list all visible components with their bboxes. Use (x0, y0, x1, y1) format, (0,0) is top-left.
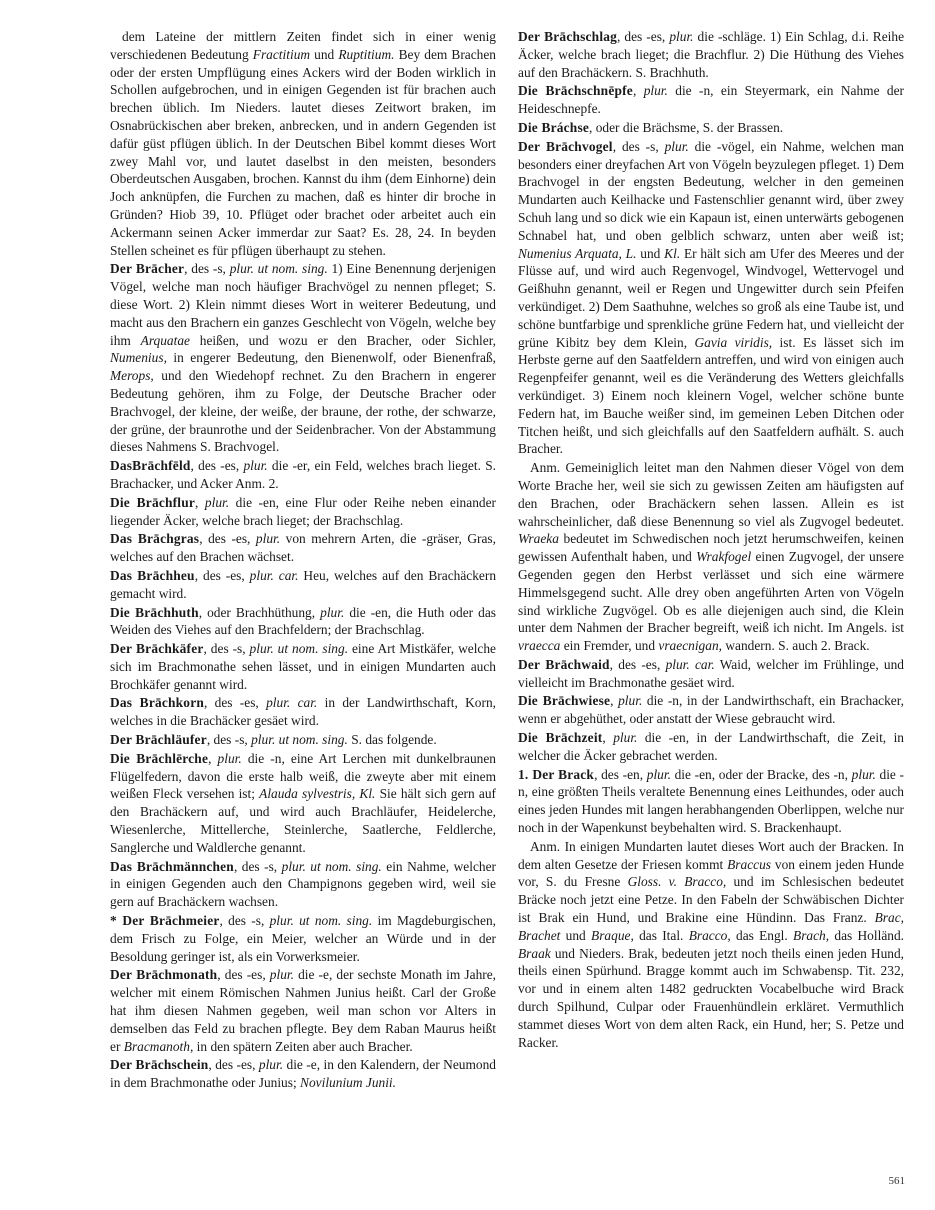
entry-text: von einem jeden Hunde vor, S. du Fresne (518, 856, 904, 890)
left-dictionary-entry (110, 604, 496, 640)
italic-term: plur. (646, 766, 671, 782)
entry-text: heißen, und wozu er den Bracher, oder Sichler, (189, 332, 496, 348)
entry-text: , des -es, (190, 458, 244, 474)
italic-term: Wraeka (518, 531, 559, 547)
italic-term: plur. ut nom. sing. (251, 732, 348, 748)
entry-headword: Die Brāchhuth (110, 604, 199, 620)
entry-text: die -en, oder der Bracke, des -n, (670, 766, 852, 782)
italic-term: plur. ut nom. sing. (229, 261, 328, 277)
entry-text: einen Zugvogel, der unsere Gegenden gegen den Herbst verlässet und sich eine wärmere Himmelsgegend sucht. Alle drey oben angeführten Arten von Vögeln sind wirkliche Zugvögel. Ob es alle diejenigen auch sind, die Klein unter dem Nahmen der Bracher begreift, weiß ich nicht. Im Angels. ist (518, 549, 904, 636)
entry-text: ist. Es lässet sich im Herbste gerne auf den Saatfeldern antreffen, und wird von einigen auch Regenpfeifer genannt, weil es die Veränderung des Wetters gleichfalls verkündiget. 3) Einem noch kleinern Vogel, welcher schöne bunte Federn hat, im Bauche weißer sind, im gemeinen Leben Ditchen oder Titchen heißt, und sich gleichfalls auf den Saatfeldern aufhält. S. auch Bracher. (518, 334, 904, 457)
entry-text: , des -s, (206, 732, 252, 748)
entry-headword: Der Brācher (110, 261, 185, 277)
entry-text: im Magdeburgischen, dem Frisch zu Folge, ein Meier, welcher an Würde und in der Besoldung geringer ist, als ein Vorwerksmeier. (110, 913, 496, 964)
italic-term: Gavia viridis, (694, 334, 773, 350)
entry-text: Bey dem Brachen oder der ersten Umpflügung eines Ackers wird der Boden wirklich in Schollen aufgebrochen, und in einigen Gegenden ist für brachen auch brechen üblich. Im Nieders. lautet dieses Zeitwort braken, im Osnabrückischen aber breken, anbrecken, und in andern Gegenden ist dafür güst pflügen üblich. In der Deutschen Bibel kommt dieses Wort zwey Mahl vor, und lautet daselbst in den meisten, besonders Oberdeutschen Ausgaben, brochen. Kannst du ihm (dem Einhorne) dein Joch anknüpfen, die Furchen zu machen, daß es hinter dir broche in Gründen? Hiob 39, 10. Pflüget oder brachet oder arbeitet auch ein Ackermann seinen Acker immerdar zur Saat? Es. 28, 24. In beyden Stellen scheinet es für pflügen überhaupt zu stehen. (110, 46, 497, 258)
entry-text: das Holländ. (829, 927, 904, 943)
entry-text: Anm. Gemeiniglich leitet man den Nahmen dieser Vögel von dem Worte Brache her, weil sie sich zu gewissen Zeiten am häufigsten auf den Brachen, oder Brachäckern sehen lassen. Allein es ist wahrscheinlicher, daß diese Benennung so viel als Zugvogel bedeutet. (518, 460, 904, 529)
entry-text: und (636, 245, 665, 261)
italic-term: Braak (518, 945, 551, 961)
entry-headword: Das Brāchmännchen (110, 858, 234, 874)
left-dictionary-entry (110, 260, 496, 456)
entry-headword: Das Brāchgras (110, 531, 200, 547)
entry-text: von mehrern Arten, die -gräser, Gras, welches auf den Brachen wächset. (110, 531, 496, 565)
entry-text: und den Wiedehopf rechnet. Zu den Brachern in engerer Bedeutung gehören, ihm zu Folge, der Deutsche Bracher oder Brachvogel, der kleine, der weiße, der braune, der rothe, der schwarze, der grüne, der braunrothe und der Seidenbracher. Von der Abstammung dieses Nahmens S. Brachvogel. (110, 368, 496, 455)
italic-term: Brac, Brachet (518, 910, 904, 943)
entry-text: die -n, eine Art Lerchen mit dunkelbraunen Flügelfedern, davon die erste halb weiß, die zweyte aber mit einem weißen Fleck versehen ist; (110, 750, 496, 802)
italic-term: plur. (613, 730, 638, 746)
entry-text: , des -s, (219, 913, 270, 929)
italic-term: Fractitium (252, 46, 311, 62)
italic-term: plur. (243, 458, 268, 474)
entry-text: Sie hält sich gern auf den Brachäckern auf, und wird auch Brachläufer, Heidelerche, Wiesenlerche, Mittellerche, Steinlerche, Saatlerche, Feldlerche, Sanglerche und Waldlerche genannt. (110, 786, 496, 855)
entry-text: die -en, eine Flur oder Reihe neben einander liegender Äcker, welche brach lieget; der Brachschlag. (110, 494, 496, 528)
entry-text: dem Lateine der mittlern Zeiten findet sich in einer wenig verschiedenen Bedeutung (110, 29, 496, 62)
entry-text: , des -es, (617, 29, 670, 44)
entry-text: , des -s, (184, 261, 230, 277)
entry-text: , des -en, (594, 766, 647, 782)
entry-text: die -er, ein Feld, welches brach lieget. S. Brachacker, und Acker Anm. 2. (110, 458, 497, 491)
entry-text: in der Landwirthschaft, Korn, welches in die Brachäcker gesäet wird. (110, 695, 497, 729)
entry-text: eine Art Mistkäfer, welche sich im Brachmonathe sehen lässet, und in einigen Mundarten auch Brochkäfer genannt wird. (110, 641, 496, 692)
italic-term: plur. ut nom. sing. (269, 913, 373, 929)
entry-text: , des -s, (612, 138, 665, 154)
left-dictionary-entry (110, 966, 496, 1055)
entry-text: die -en, in der Landwirthschaft, die Zeit, in welcher die Äcker gebrachet werden. (518, 730, 905, 763)
left-dictionary-entry (110, 457, 496, 493)
italic-term: Braccus (727, 856, 772, 872)
italic-term: plur. car. (266, 695, 318, 711)
italic-term: Bracmanoth, (123, 1038, 194, 1054)
entry-headword: 1. Der Brack (518, 766, 595, 782)
italic-term: Bracco, (688, 927, 731, 943)
italic-term: Kl. (664, 245, 681, 261)
entry-text: und im Schlesischen bedeutet Bräcke noch jetzt eine Petze. In den Fabeln der Schwäbischen Dichter ist Brak ein Hund, und Brakine eine Hündinn. Das Franz. (518, 874, 905, 926)
entry-text: die -n, eine größten Theils veraltete Benennung eines Leithundes, oder auch eines jeden Hundes mit langen herabhangenden Oberlippen, welche nur noch in der Wapenkunst beybehalten wird. S. Brackenhaupt. (518, 766, 905, 836)
entry-text: , (610, 693, 619, 709)
left-paragraph (110, 28, 496, 259)
entry-text: , des -es, (609, 656, 666, 672)
italic-term: Arquatae (140, 332, 190, 348)
entry-text: und Nieders. Brak, bedeuten jetzt noch theils einen jeden Hund, theils einen Spürhund. Bragge kommt auch im Schwabensp. Tit. 232, vor und in einem alten 1482 gedruckten Vocabelbuche wird Brack durch Spilhund, Culpar oder Frauenhündlein erkläret. Vermuthlich stammet dieses Wort von dem alten Rack, ein Hund, her; S. Petze und Racker. (518, 945, 904, 1050)
italic-term: plur. (664, 138, 689, 154)
right-dictionary-entry (518, 28, 904, 81)
entry-headword: Der Brāchwaid (518, 656, 610, 672)
italic-term: plur. (669, 29, 694, 44)
entry-headword: Das Brāchheu (110, 567, 195, 583)
entry-text: , (602, 730, 614, 746)
left-column (110, 28, 496, 1093)
right-paragraph (518, 838, 904, 1052)
italic-term: plur. ut nom. sing. (281, 858, 382, 874)
entry-text: , des -es, (208, 1057, 259, 1073)
left-dictionary-entry (110, 494, 496, 530)
italic-term: plur. (255, 531, 281, 547)
right-dictionary-entry (518, 656, 904, 692)
entry-headword: Der Brāchmonath (110, 967, 218, 983)
entry-text: das Ital. (633, 927, 689, 943)
right-dictionary-entry (518, 138, 904, 458)
entry-headword: Die Bráchse (518, 119, 589, 135)
entry-text: , (195, 494, 205, 510)
entry-text: , oder Brachhüthung, (198, 604, 321, 620)
entry-text: und (310, 46, 339, 62)
entry-text: die -en, die Huth oder das Weiden des Viehes auf den Brachfeldern; der Brachschlag. (110, 604, 496, 638)
entry-headword: Der Brāchkäfer (110, 641, 204, 657)
italic-term: plur. (320, 604, 345, 620)
italic-term: plur. (851, 766, 876, 782)
entry-text: ein Nahme, welcher in einigen Gegenden auch den Champignons gegeben wird, weil sie gern auf Brachäckern wachsen. (110, 858, 496, 910)
entry-text: in den spätern Zeiten aber auch Bracher. (193, 1038, 413, 1054)
entry-text: 1) Eine Benennung derjenigen Vögel, welche man noch häufiger Brachvögel zu nennen pfleget; S. diese Wort. 2) Klein nimmt dieses Wort in weiterer Bedeutung, und macht aus den Brachern ein ganzes Geschlecht von Vögeln, welche bey ihm (110, 261, 496, 348)
left-dictionary-entry (110, 750, 496, 857)
italic-term: Brach, (793, 927, 830, 943)
entry-text: die -e, der sechste Monath im Jahre, welcher mit einem Römischen Nahmen Junius heißt. Carl der Große hat ihm diesen Nahmen gegeben, weil man schon vor Alters in demselben das Feld zu brachen pflegte. Bey dem Raban Maurus heißt er (110, 967, 497, 1054)
left-dictionary-entry (110, 912, 496, 965)
entry-text: und (560, 927, 592, 943)
page-number: 561 (888, 1175, 905, 1187)
entry-headword: Der Brāchschlag (518, 29, 618, 44)
right-dictionary-entry (518, 82, 904, 118)
italic-term: vraecnigan, (658, 638, 722, 654)
entry-headword: Die Brāchflur (110, 494, 196, 510)
italic-term: Alauda sylvestris, Kl. (259, 786, 376, 802)
italic-term: plur. (618, 693, 643, 709)
entry-text: das Engl. (730, 927, 794, 943)
right-column (518, 28, 904, 1052)
entry-text: , des -s, (233, 858, 282, 874)
entry-headword: Der Brāchläufer (110, 732, 207, 748)
left-dictionary-entry (110, 858, 496, 911)
right-dictionary-entry (518, 692, 904, 728)
left-dictionary-entry (110, 530, 496, 566)
italic-term: Gloss. v. Bracco, (627, 874, 727, 890)
entry-text: die -schläge. 1) Ein Schlag, d.i. Reihe Äcker, welche brach lieget; die Brachflur. 2) Die Hüthung des Viehes auf den Brachäckern. S. Brachhuth. (518, 29, 905, 80)
italic-term: plur. car. (249, 567, 299, 583)
left-dictionary-entry (110, 694, 496, 730)
italic-term: Merops, (110, 368, 154, 384)
entry-text: die -e, in den Kalendern, der Neumond in dem Brachmonathe oder Junius; (110, 1057, 496, 1091)
italic-term: plur. (204, 494, 230, 510)
italic-term: vraecca (518, 638, 561, 654)
right-dictionary-entry (518, 766, 904, 837)
entry-text: , des -s, (203, 641, 250, 657)
entry-text: Heu, welches auf den Brachäckern gemacht wird. (110, 567, 497, 601)
entry-text: die -n, ein Steyermark, ein Nahme der Heideschnepfe. (518, 83, 905, 117)
entry-text: Anm. In einigen Mundarten lautet dieses Wort auch der Bracken. In dem alten Gesetze der Friesen kommt (518, 838, 904, 872)
left-dictionary-entry (110, 1056, 496, 1092)
right-dictionary-entry (518, 119, 904, 137)
entry-text: , des -es, (203, 695, 267, 711)
right-dictionary-entry (518, 729, 904, 765)
italic-term: Wrakfogel (696, 549, 752, 565)
italic-term: Numenius Arquata, L. (518, 245, 637, 261)
entry-text: wandern. S. auch 2. Brack. (722, 638, 870, 654)
left-dictionary-entry (110, 640, 496, 693)
entry-text: , des -es, (199, 531, 256, 547)
entry-text: in engerer Bedeutung, den Bienenwolf, oder Bienenfraß, (166, 350, 496, 366)
entry-headword: Die Brāchwiese (518, 693, 611, 709)
entry-text: die -vögel, ein Nahme, welchen man besonders einer dreyfachen Art von Vögeln beyzulegen pfleget. 1) Dem Brachvogel in der engsten Bedeutung, welcher in den gemeinen Mundarten auch Keilhacke und Fastenschlier genannt wird, über zwey Schuh lang und so dick wie ein Kapaun ist, einen unterwärts gebogenen Schnabel hat, und oben gelblich schwarz, unten aber weiß ist; (518, 138, 904, 243)
entry-headword: Der Brāchschein (110, 1057, 209, 1073)
italic-term: plur. (258, 1057, 284, 1073)
right-paragraph (518, 459, 904, 655)
italic-term: Novilunium Junii. (300, 1075, 397, 1091)
entry-headword: * Der Brāchmeier (110, 913, 220, 929)
entry-text: , des -es, (217, 967, 270, 983)
italic-term: Numenius, (110, 350, 167, 366)
entry-headword: Die Brāchlērche (110, 750, 209, 766)
italic-term: Ruptitium. (338, 46, 395, 62)
entry-text: ein Fremder, und (560, 638, 659, 654)
entry-text: , (208, 750, 218, 766)
entry-text: die -n, in der Landwirthschaft, ein Brachacker, wenn er abgehüthet, oder anstatt der Wiese gebraucht wird. (518, 693, 904, 727)
entry-headword: Das Brāchkorn (110, 695, 204, 711)
entry-text: , (632, 83, 644, 99)
entry-headword: Die Brāchzeit (518, 730, 603, 746)
entry-text: , des -es, (194, 567, 250, 583)
italic-term: plur. ut nom. sing. (249, 641, 349, 657)
entry-text: Er hält sich am Ufer des Meeres und der Flüsse auf, und wird auch Regenvogel, Windvogel, Wettervogel und Geißhuhn genannt, weil er Regen und Ungewitter durch sein Pfeifen verkündiget. 2) Dem Saathuhne, welches so groß als eine Taube ist, und schöne buntfarbige und sprenkliche grüne Federn hat, und vielleicht der grüne Kibitz bey dem Klein, (518, 245, 905, 350)
entry-text: Waid, welcher im Frühlinge, und vielleicht im Brachmonathe gesäet wird. (518, 656, 904, 690)
italic-term: plur. (217, 750, 242, 766)
italic-term: plur. (269, 967, 294, 983)
entry-text: bedeutet im Schwedischen noch jetzt herumschweifen, keinen gewissen Aufenthalt haben, und (518, 531, 904, 565)
entry-headword: Der Brāchvogel (518, 138, 613, 154)
left-dictionary-entry (110, 567, 496, 603)
italic-term: Braque, (591, 927, 634, 943)
italic-term: plur. car. (665, 656, 715, 672)
italic-term: plur. (643, 83, 668, 99)
entry-headword: Die Brāchschnēpfe (518, 83, 633, 99)
entry-text: , oder die Brächsme, S. der Brassen. (589, 119, 784, 135)
left-dictionary-entry (110, 731, 496, 749)
entry-text: S. das folgende. (347, 732, 437, 748)
entry-headword: DasBrāchfēld (110, 458, 191, 474)
